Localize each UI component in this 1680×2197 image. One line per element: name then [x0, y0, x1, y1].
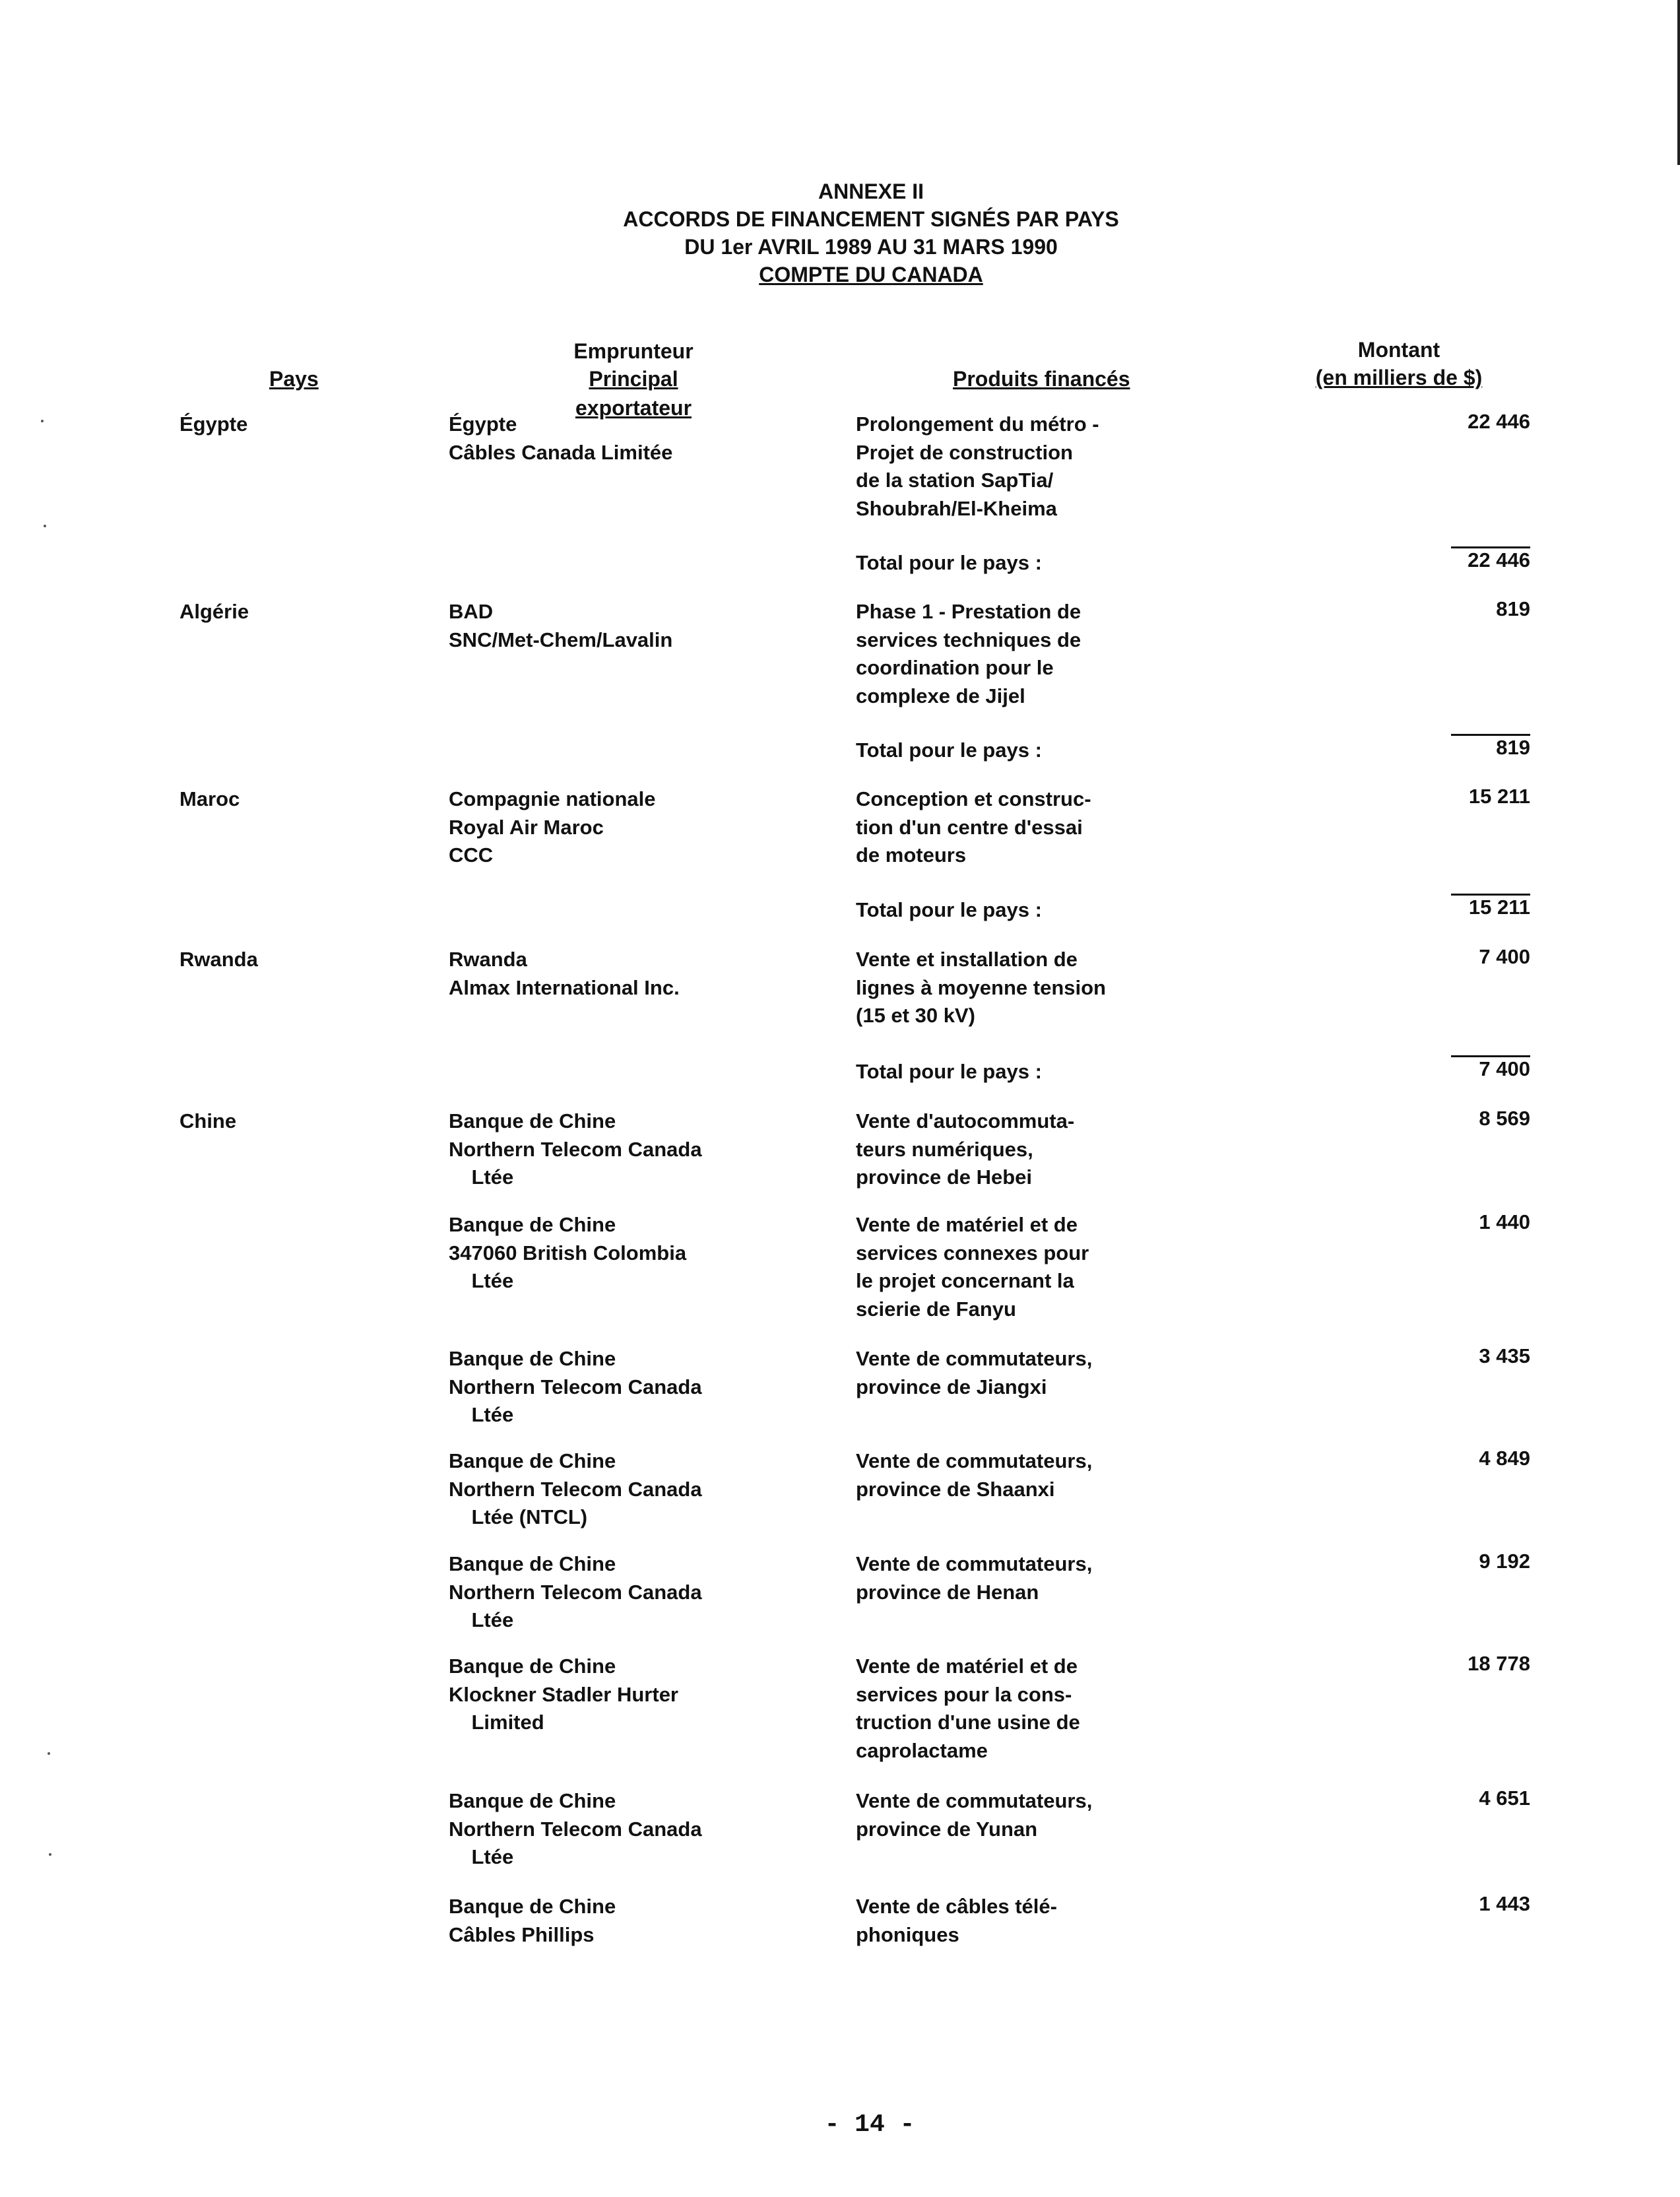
column-header-borrower-top: Emprunteur — [573, 339, 694, 363]
country-total-amount — [1468, 546, 1530, 575]
borrower-cell-line: Ltée — [449, 1269, 514, 1292]
amount-cell-line: 4 849 — [1479, 1447, 1530, 1470]
borrower-cell-line: Câbles Canada Limitée — [449, 440, 673, 464]
borrower-cell-line: Almax International Inc. — [449, 975, 680, 999]
product-cell-line: lignes à moyenne tension — [856, 975, 1106, 999]
amount-cell-line: 819 — [1496, 597, 1530, 620]
product-cell — [856, 1345, 1092, 1401]
product-cell-line: Vente de câbles télé- — [856, 1895, 1057, 1918]
amount-cell-line: 18 778 — [1468, 1652, 1530, 1675]
amount-cell — [1468, 1650, 1530, 1678]
country-total-amount-line: 7 400 — [1479, 1057, 1530, 1080]
product-cell — [856, 946, 1106, 1030]
annex-label: ANNEXE II — [818, 180, 924, 203]
product-cell-line: services connexes pour — [856, 1241, 1089, 1264]
product-cell-line: scierie de Fanyu — [856, 1297, 1016, 1321]
product-cell-line: Vente de matériel et de — [856, 1655, 1078, 1678]
product-cell-line: Vente d'autocommuta- — [856, 1109, 1075, 1132]
product-cell-line: caprolactame — [856, 1738, 988, 1762]
product-cell-line: Phase 1 - Prestation de — [856, 600, 1082, 623]
amount-cell-line: 15 211 — [1468, 785, 1530, 808]
amount-cell — [1479, 1785, 1530, 1813]
scan-speck — [41, 420, 44, 422]
period-line: DU 1er AVRIL 1989 AU 31 MARS 1990 — [684, 235, 1058, 259]
product-cell-line: services pour la cons- — [856, 1682, 1072, 1706]
product-cell-line: tion d'un centre d'essai — [856, 815, 1083, 839]
document-title: ACCORDS DE FINANCEMENT SIGNÉS PAR PAYS — [623, 207, 1119, 231]
borrower-cell — [449, 785, 655, 870]
borrower-cell-line: Banque de Chine — [449, 1347, 616, 1370]
country-total-amount-line: 22 446 — [1468, 548, 1530, 572]
borrower-cell-line: Ltée — [449, 1165, 514, 1189]
scan-edge-mark — [1677, 0, 1680, 165]
product-cell-line: complexe de Jijel — [856, 684, 1025, 707]
country-total-label — [856, 896, 1042, 925]
page-number: - 14 - — [824, 2111, 915, 2139]
country-total-amount-line: 15 211 — [1468, 896, 1530, 919]
product-cell-line: de la station SapTia/ — [856, 469, 1054, 492]
amount-cell-line: 7 400 — [1479, 945, 1530, 968]
product-cell-line: Vente et installation de — [856, 948, 1078, 971]
borrower-cell-line: Banque de Chine — [449, 1895, 616, 1918]
column-header-amount-top: Montant — [1357, 338, 1440, 362]
country-total-label-line: Total pour le pays : — [856, 1060, 1042, 1083]
borrower-cell-line: Northern Telecom Canada — [449, 1137, 702, 1161]
product-cell — [856, 1107, 1074, 1192]
amount-cell — [1479, 1445, 1530, 1473]
borrower-cell-line: Rwanda — [449, 948, 527, 971]
product-cell-line: (15 et 30 kV) — [856, 1004, 975, 1027]
borrower-cell — [449, 410, 672, 467]
amount-cell — [1479, 1208, 1530, 1237]
borrower-cell — [449, 598, 672, 654]
amount-cell — [1479, 943, 1530, 971]
country-total-label-line: Total pour le pays : — [856, 551, 1042, 574]
borrower-cell-line: Câbles Phillips — [449, 1922, 595, 1946]
borrower-cell-line: Ltée — [449, 1608, 514, 1631]
scan-speck — [44, 525, 46, 527]
column-header-country: Pays — [269, 367, 319, 391]
country-total-label-line: Total pour le pays : — [856, 738, 1042, 762]
product-cell-line: province de Jiangxi — [856, 1375, 1047, 1398]
borrower-cell-line: Banque de Chine — [449, 1552, 616, 1575]
product-cell-line: coordination pour le — [856, 656, 1054, 679]
borrower-cell-line: Banque de Chine — [449, 1109, 616, 1132]
borrower-cell-line: Northern Telecom Canada — [449, 1580, 702, 1604]
product-cell-line: Vente de commutateurs, — [856, 1552, 1093, 1575]
amount-cell — [1479, 1342, 1530, 1371]
borrower-cell-line: Limited — [449, 1711, 544, 1734]
country-cell-line: Maroc — [179, 787, 240, 810]
borrower-cell-line: Northern Telecom Canada — [449, 1817, 702, 1841]
country-cell-line: Algérie — [179, 600, 249, 623]
product-cell — [856, 1447, 1092, 1503]
product-cell-line: truction d'une usine de — [856, 1711, 1080, 1734]
borrower-cell-line: 347060 British Colombia — [449, 1241, 687, 1264]
borrower-cell-line: Ltée (NTCL) — [449, 1505, 588, 1528]
borrower-cell-line: Banque de Chine — [449, 1789, 616, 1812]
borrower-cell — [449, 1787, 702, 1872]
country-cell — [179, 410, 247, 439]
amount-cell — [1479, 1548, 1530, 1576]
amount-cell — [1496, 595, 1530, 624]
product-cell-line: province de Shaanxi — [856, 1477, 1055, 1501]
borrower-cell — [449, 1447, 702, 1532]
borrower-cell — [449, 1893, 616, 1949]
borrower-cell-line: Banque de Chine — [449, 1449, 616, 1472]
product-cell — [856, 1893, 1057, 1949]
amount-cell — [1469, 783, 1530, 811]
product-cell-line: Vente de matériel et de — [856, 1213, 1078, 1236]
product-cell-line: Conception et construc- — [856, 787, 1091, 810]
borrower-cell-line: Banque de Chine — [449, 1213, 616, 1236]
product-cell-line: de moteurs — [856, 843, 967, 867]
borrower-cell-line: Compagnie nationale — [449, 787, 656, 810]
country-total-label — [856, 549, 1042, 577]
country-cell — [179, 598, 249, 626]
country-total-label — [856, 1058, 1042, 1086]
product-cell-line: Projet de construction — [856, 440, 1073, 464]
amount-cell-line: 4 651 — [1479, 1787, 1530, 1810]
product-cell — [856, 598, 1081, 710]
product-cell-line: Vente de commutateurs, — [856, 1789, 1093, 1812]
product-cell-line: le projet concernant la — [856, 1269, 1074, 1292]
product-cell — [856, 1550, 1092, 1606]
product-cell-line: Vente de commutateurs, — [856, 1449, 1093, 1472]
product-cell — [856, 785, 1091, 870]
amount-cell-line: 8 569 — [1479, 1107, 1530, 1130]
borrower-cell-line: Northern Telecom Canada — [449, 1477, 702, 1501]
account-line: COMPTE DU CANADA — [759, 263, 983, 286]
borrower-cell-line: Royal Air Maroc — [449, 815, 604, 839]
borrower-cell — [449, 1211, 686, 1295]
amount-cell — [1479, 1890, 1530, 1918]
amount-cell-line: 1 443 — [1479, 1892, 1530, 1915]
borrower-cell-line: Northern Telecom Canada — [449, 1375, 702, 1398]
column-header-amount-bottom: (en milliers de $) — [1315, 366, 1483, 389]
country-total-label-line: Total pour le pays : — [856, 898, 1042, 921]
column-header-products: Produits financés — [953, 367, 1130, 391]
scan-speck — [49, 1853, 51, 1856]
product-cell — [856, 1787, 1092, 1843]
column-header-borrower-bottom: Principal exportateur — [575, 367, 692, 420]
borrower-cell-line: Égypte — [449, 412, 517, 436]
country-cell-line: Chine — [179, 1109, 237, 1132]
amount-cell — [1479, 1105, 1530, 1133]
product-cell-line: Prolongement du métro - — [856, 412, 1099, 436]
product-cell — [856, 1653, 1080, 1765]
borrower-cell — [449, 1107, 702, 1192]
product-cell-line: Vente de commutateurs, — [856, 1347, 1093, 1370]
country-cell — [179, 946, 258, 974]
borrower-cell — [449, 946, 680, 1002]
country-cell-line: Rwanda — [179, 948, 258, 971]
amount-cell-line: 3 435 — [1479, 1344, 1530, 1367]
country-total-amount-line: 819 — [1496, 736, 1530, 759]
borrower-cell — [449, 1550, 702, 1635]
product-cell — [856, 1211, 1089, 1323]
amount-cell-line: 22 446 — [1468, 410, 1530, 433]
borrower-cell — [449, 1653, 678, 1737]
country-cell — [179, 785, 240, 814]
amount-cell-line: 1 440 — [1479, 1210, 1530, 1233]
borrower-cell-line: SNC/Met-Chem/Lavalin — [449, 628, 673, 651]
country-cell-line: Égypte — [179, 412, 248, 436]
borrower-cell-line: BAD — [449, 600, 494, 623]
country-total-amount — [1479, 1055, 1530, 1084]
product-cell-line: services techniques de — [856, 628, 1082, 651]
product-cell-line: phoniques — [856, 1922, 959, 1946]
product-cell-line: province de Henan — [856, 1580, 1039, 1604]
borrower-cell-line: CCC — [449, 843, 494, 867]
country-total-amount — [1496, 734, 1530, 762]
product-cell-line: teurs numériques, — [856, 1137, 1033, 1161]
product-cell-line: province de Hebei — [856, 1165, 1033, 1189]
product-cell — [856, 410, 1099, 523]
borrower-cell-line: Banque de Chine — [449, 1655, 616, 1678]
country-total-amount — [1469, 894, 1530, 922]
amount-cell — [1468, 408, 1530, 436]
borrower-cell-line: Klockner Stadler Hurter — [449, 1682, 678, 1706]
borrower-cell-line: Ltée — [449, 1845, 514, 1868]
borrower-cell — [449, 1345, 702, 1429]
scan-speck — [48, 1752, 50, 1755]
country-total-label — [856, 737, 1042, 765]
borrower-cell-line: Ltée — [449, 1403, 514, 1426]
amount-cell-line: 9 192 — [1479, 1550, 1530, 1573]
product-cell-line: province de Yunan — [856, 1817, 1038, 1841]
product-cell-line: Shoubrah/El-Kheima — [856, 496, 1057, 520]
country-cell — [179, 1107, 236, 1136]
